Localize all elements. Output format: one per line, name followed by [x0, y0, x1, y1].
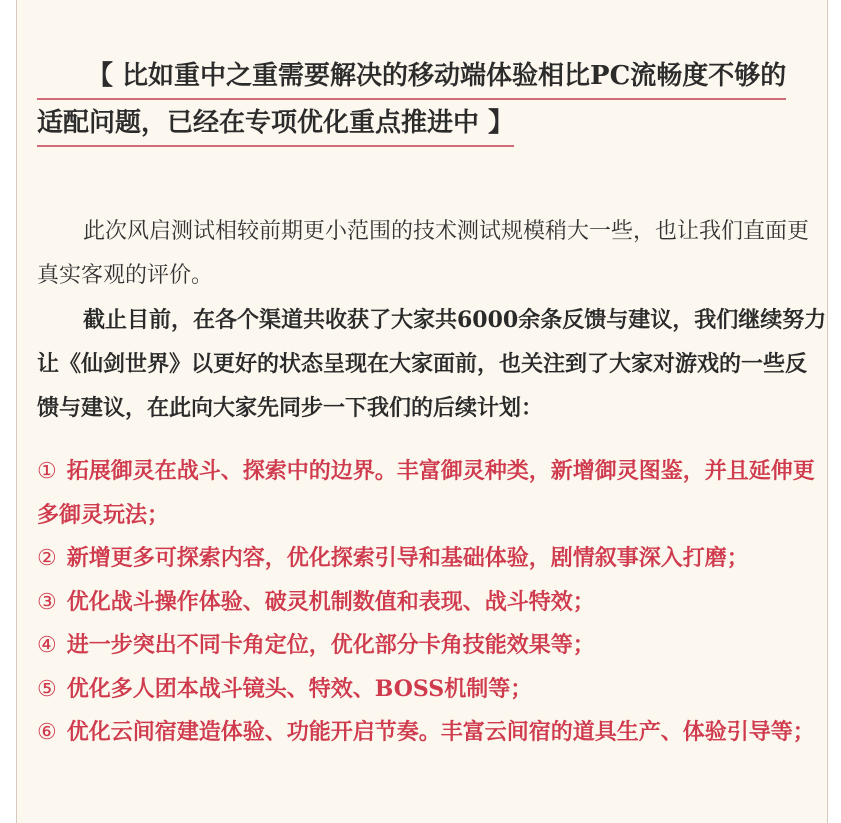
plan-item-text: 进一步突出不同卡角定位，优化部分卡角技能效果等； — [66, 632, 595, 658]
highlight-headline — [37, 56, 827, 150]
plan-item — [37, 450, 827, 537]
plan-item — [37, 624, 827, 668]
plan-item-number: ④ — [37, 633, 57, 658]
plan-item-number: ⑤ — [37, 676, 57, 702]
plan-item-number: ③ — [37, 589, 57, 615]
headline-line-2: 适配问题，已经在专项优化重点推进中 】 — [37, 103, 514, 147]
plan-item-number: ① — [37, 459, 57, 484]
article-page — [16, 0, 828, 823]
plan-item-text: 优化多人团本战斗镜头、特效、BOSS机制等； — [66, 675, 533, 702]
plan-list — [37, 450, 827, 755]
plan-item-number: ⑥ — [37, 720, 57, 745]
plan-item — [37, 711, 827, 755]
plan-item-text: 优化云间宿建造体验、功能开启节奏。丰富云间宿的道具生产、体验引导等； — [66, 719, 815, 745]
plan-item-text: 优化战斗操作体验、破灵机制数值和表现、战斗特效； — [66, 588, 595, 615]
plan-item-number: ② — [37, 546, 57, 571]
plan-item-text: 新增更多可探索内容，优化探索引导和基础体验，剧情叙事深入打磨； — [66, 545, 749, 571]
plan-item-text: 拓展御灵在战斗、探索中的边界。丰富御灵种类，新增御灵图鉴，并且延伸更多御灵玩法； — [37, 458, 815, 528]
feedback-paragraph: 截止目前，在各个渠道共收获了大家共6000余条反馈与建议，我们继续努力让《仙剑世界》以更好的状态呈现在大家面前，也关注到了大家对游戏的一些反馈与建议，在此向大家先同步一下我们的后续计划： — [37, 307, 827, 421]
plan-item — [37, 668, 827, 712]
intro-paragraph: 此次风启测试相较前期更小范围的技术测试规模稍大一些，也让我们直面更真实客观的评价。 — [37, 219, 810, 288]
headline-line-1: 【 比如重中之重需要解决的移动端体验相比PC流畅度不够的 — [37, 56, 786, 100]
plan-item — [37, 581, 827, 625]
plan-item — [37, 537, 827, 581]
